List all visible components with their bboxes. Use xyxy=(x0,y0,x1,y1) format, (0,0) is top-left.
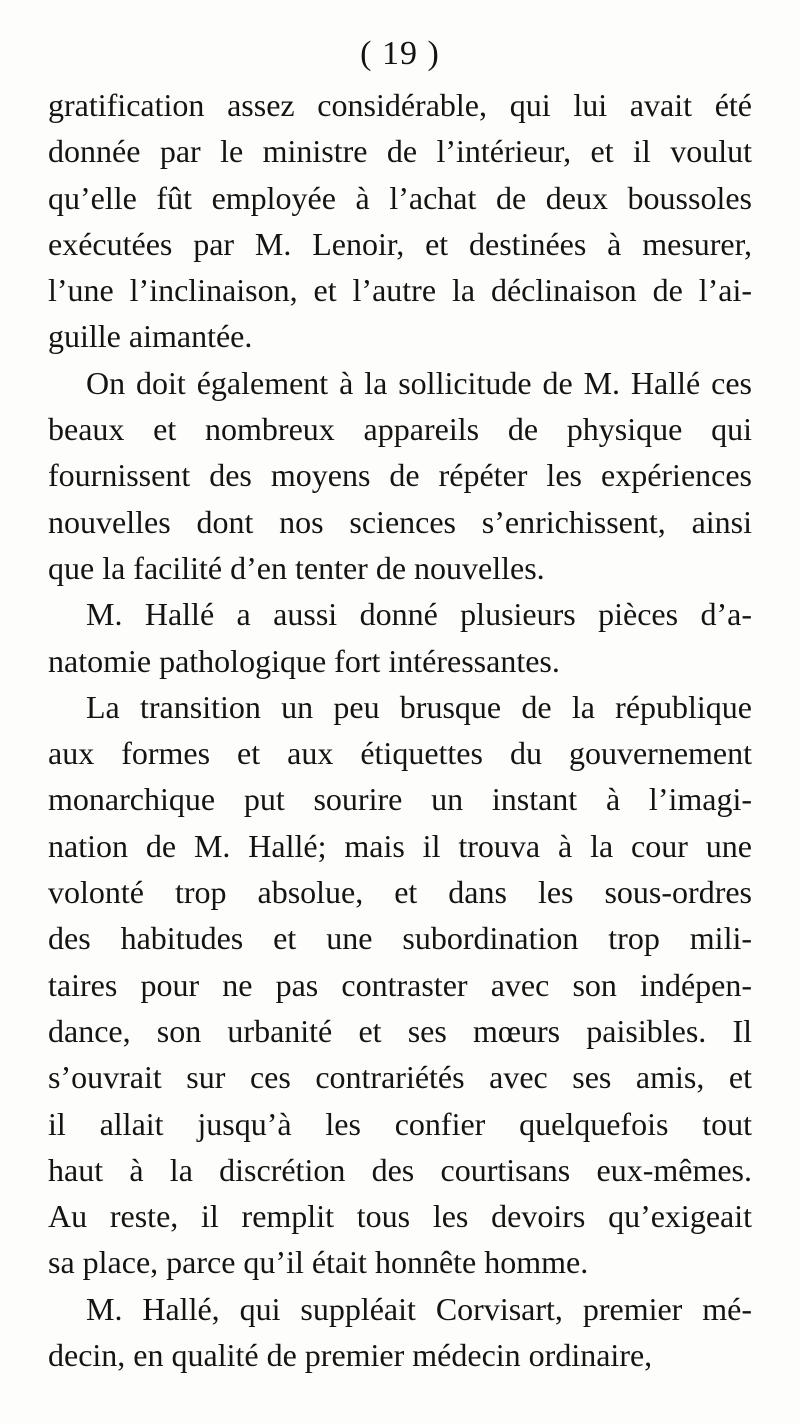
text-line: gratification assez considérable, qui lui avait été xyxy=(48,87,752,123)
text-line: decin, en qualité de premier médecin ordinaire, xyxy=(48,1337,653,1374)
body-text xyxy=(48,82,752,1378)
text-line: nation de M. Hallé; mais il trouva à la cour une xyxy=(48,827,752,864)
text-line: natomie pathologique fort intéressantes. xyxy=(48,642,560,679)
text-line: taires pour ne pas contraster avec son indépen- xyxy=(48,966,752,1003)
text-line: des habitudes et une subordination trop mili- xyxy=(48,920,752,957)
text-line: On doit également à la sollicitude de M. Hallé ces xyxy=(86,364,752,401)
text-line: l’une l’inclinaison, et l’autre la déclinaison de l’ai- xyxy=(48,272,752,309)
text-line: fournissent des moyens de répéter les expériences xyxy=(48,457,752,494)
paragraph xyxy=(48,82,752,360)
text-line: monarchique put sourire un instant à l’imagi- xyxy=(48,781,752,818)
text-line: qu’elle fût employée à l’achat de deux boussoles xyxy=(48,179,752,216)
text-line: nouvelles dont nos sciences s’enrichissent, ainsi xyxy=(48,503,752,540)
text-line: il allait jusqu’à les confier quelquefois tout xyxy=(48,1105,752,1142)
page-number: ( 19 ) xyxy=(360,35,440,72)
text-line: La transition un peu brusque de la république xyxy=(86,688,752,725)
text-line: M. Hallé a aussi donné plusieurs pièces d’a- xyxy=(86,596,752,633)
text-line: dance, son urbanité et ses mœurs paisibles. Il xyxy=(48,1012,752,1049)
text-line: donnée par le ministre de l’intérieur, et il voulut xyxy=(48,133,752,170)
paragraph xyxy=(48,1286,752,1379)
text-line: que la facilité d’en tenter de nouvelles. xyxy=(48,549,545,586)
text-line: sa place, parce qu’il était honnête homme. xyxy=(48,1244,589,1281)
text-line: beaux et nombreux appareils de physique qui xyxy=(48,411,752,448)
text-line: aux formes et aux étiquettes du gouvernement xyxy=(48,735,752,772)
paragraph xyxy=(48,684,752,1286)
text-line: guille aimantée. xyxy=(48,318,253,355)
text-line: volonté trop absolue, et dans les sous-ordres xyxy=(48,874,752,911)
text-line: M. Hallé, qui suppléait Corvisart, premier mé- xyxy=(86,1290,752,1327)
text-line: s’ouvrait sur ces contrariétés avec ses amis, et xyxy=(48,1059,752,1096)
text-line: Au reste, il remplit tous les devoirs qu’exigeait xyxy=(48,1198,752,1235)
text-line: haut à la discrétion des courtisans eux-mêmes. xyxy=(48,1151,752,1188)
text-line: exécutées par M. Lenoir, et destinées à mesurer, xyxy=(48,225,752,262)
paragraph xyxy=(48,591,752,684)
paragraph xyxy=(48,360,752,591)
